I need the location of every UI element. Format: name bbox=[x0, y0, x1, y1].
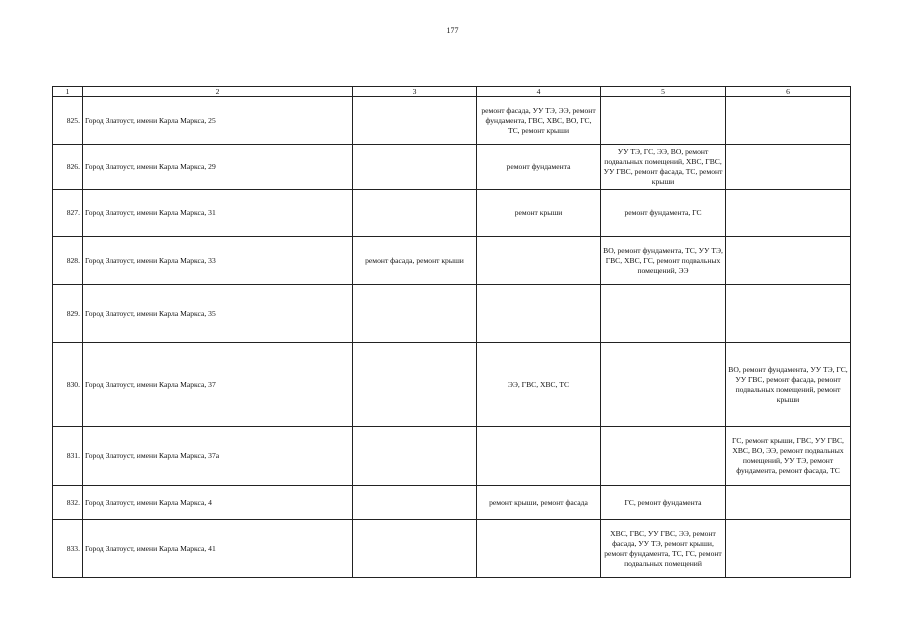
header-col-6: 6 bbox=[726, 87, 851, 97]
row-address: Город Златоуст, имени Карла Маркса, 29 bbox=[83, 145, 353, 190]
row-col6 bbox=[726, 237, 851, 285]
header-col-4: 4 bbox=[477, 87, 601, 97]
row-address: Город Златоуст, имени Карла Маркса, 35 bbox=[83, 285, 353, 343]
table-header bbox=[53, 87, 851, 97]
row-col4: ремонт крыши bbox=[477, 190, 601, 237]
row-col3 bbox=[353, 145, 477, 190]
table-row bbox=[53, 427, 851, 486]
row-col4: ремонт фундамента bbox=[477, 145, 601, 190]
table-row bbox=[53, 486, 851, 520]
row-number: 826. bbox=[53, 145, 83, 190]
header-col-1: 1 bbox=[53, 87, 83, 97]
row-number: 825. bbox=[53, 97, 83, 145]
header-col-2: 2 bbox=[83, 87, 353, 97]
row-address: Город Златоуст, имени Карла Маркса, 31 bbox=[83, 190, 353, 237]
table-row bbox=[53, 97, 851, 145]
table-row bbox=[53, 237, 851, 285]
header-col-5: 5 bbox=[601, 87, 726, 97]
row-address: Город Златоуст, имени Карла Маркса, 4 bbox=[83, 486, 353, 520]
row-col5: ВО, ремонт фундамента, ТС, УУ ТЭ, ГВС, ХВС, ГС, ремонт подвальных помещений, ЭЭ bbox=[601, 237, 726, 285]
row-col4: ремонт крыши, ремонт фасада bbox=[477, 486, 601, 520]
table-row bbox=[53, 343, 851, 427]
row-number: 829. bbox=[53, 285, 83, 343]
row-col5: ХВС, ГВС, УУ ГВС, ЭЭ, ремонт фасада, УУ ТЭ, ремонт крыши, ремонт фундамента, ТС, ГС, ремонт подвальных помещений bbox=[601, 520, 726, 578]
header-col-3: 3 bbox=[353, 87, 477, 97]
row-col6 bbox=[726, 520, 851, 578]
table-row bbox=[53, 145, 851, 190]
row-col5: ГС, ремонт фундамента bbox=[601, 486, 726, 520]
row-col6 bbox=[726, 486, 851, 520]
row-col3: ремонт фасада, ремонт крыши bbox=[353, 237, 477, 285]
table-row bbox=[53, 520, 851, 578]
row-col4: ремонт фасада, УУ ТЭ, ЭЭ, ремонт фундамента, ГВС, ХВС, ВО, ГС, ТС, ремонт крыши bbox=[477, 97, 601, 145]
row-col5: УУ ТЭ, ГС, ЭЭ, ВО, ремонт подвальных помещений, ХВС, ГВС, УУ ГВС, ремонт фасада, ТС, ремонт крыши bbox=[601, 145, 726, 190]
row-col5 bbox=[601, 285, 726, 343]
row-col3 bbox=[353, 190, 477, 237]
row-col4 bbox=[477, 237, 601, 285]
header-row bbox=[53, 87, 851, 97]
row-number: 828. bbox=[53, 237, 83, 285]
page-number: 177 bbox=[446, 26, 459, 35]
row-col6 bbox=[726, 97, 851, 145]
row-col3 bbox=[353, 486, 477, 520]
row-col4 bbox=[477, 427, 601, 486]
row-number: 830. bbox=[53, 343, 83, 427]
row-col6: ГС, ремонт крыши, ГВС, УУ ГВС, ХВС, ВО, ЭЭ, ремонт подвальных помещений, УУ ТЭ, ремонт фундамента, ремонт фасада, ТС bbox=[726, 427, 851, 486]
row-col3 bbox=[353, 343, 477, 427]
row-col6: ВО, ремонт фундамента, УУ ТЭ, ГС, УУ ГВС, ремонт фасада, ремонт подвальных помещений, ремонт крыши bbox=[726, 343, 851, 427]
row-col3 bbox=[353, 285, 477, 343]
row-number: 832. bbox=[53, 486, 83, 520]
row-col5: ремонт фундамента, ГС bbox=[601, 190, 726, 237]
row-address: Город Златоуст, имени Карла Маркса, 37 bbox=[83, 343, 353, 427]
row-number: 827. bbox=[53, 190, 83, 237]
row-address: Город Златоуст, имени Карла Маркса, 33 bbox=[83, 237, 353, 285]
row-address: Город Златоуст, имени Карла Маркса, 25 bbox=[83, 97, 353, 145]
row-number: 831. bbox=[53, 427, 83, 486]
row-col3 bbox=[353, 520, 477, 578]
row-col6 bbox=[726, 190, 851, 237]
row-address: Город Златоуст, имени Карла Маркса, 41 bbox=[83, 520, 353, 578]
row-address: Город Златоуст, имени Карла Маркса, 37а bbox=[83, 427, 353, 486]
row-col6 bbox=[726, 285, 851, 343]
row-col5 bbox=[601, 427, 726, 486]
repair-schedule-table bbox=[52, 86, 851, 578]
row-col4 bbox=[477, 285, 601, 343]
table-body bbox=[53, 97, 851, 578]
row-col4 bbox=[477, 520, 601, 578]
row-col5 bbox=[601, 97, 726, 145]
row-number: 833. bbox=[53, 520, 83, 578]
row-col3 bbox=[353, 427, 477, 486]
row-col6 bbox=[726, 145, 851, 190]
row-col3 bbox=[353, 97, 477, 145]
table-row bbox=[53, 190, 851, 237]
table-row bbox=[53, 285, 851, 343]
row-col5 bbox=[601, 343, 726, 427]
row-col4: ЭЭ, ГВС, ХВС, ТС bbox=[477, 343, 601, 427]
